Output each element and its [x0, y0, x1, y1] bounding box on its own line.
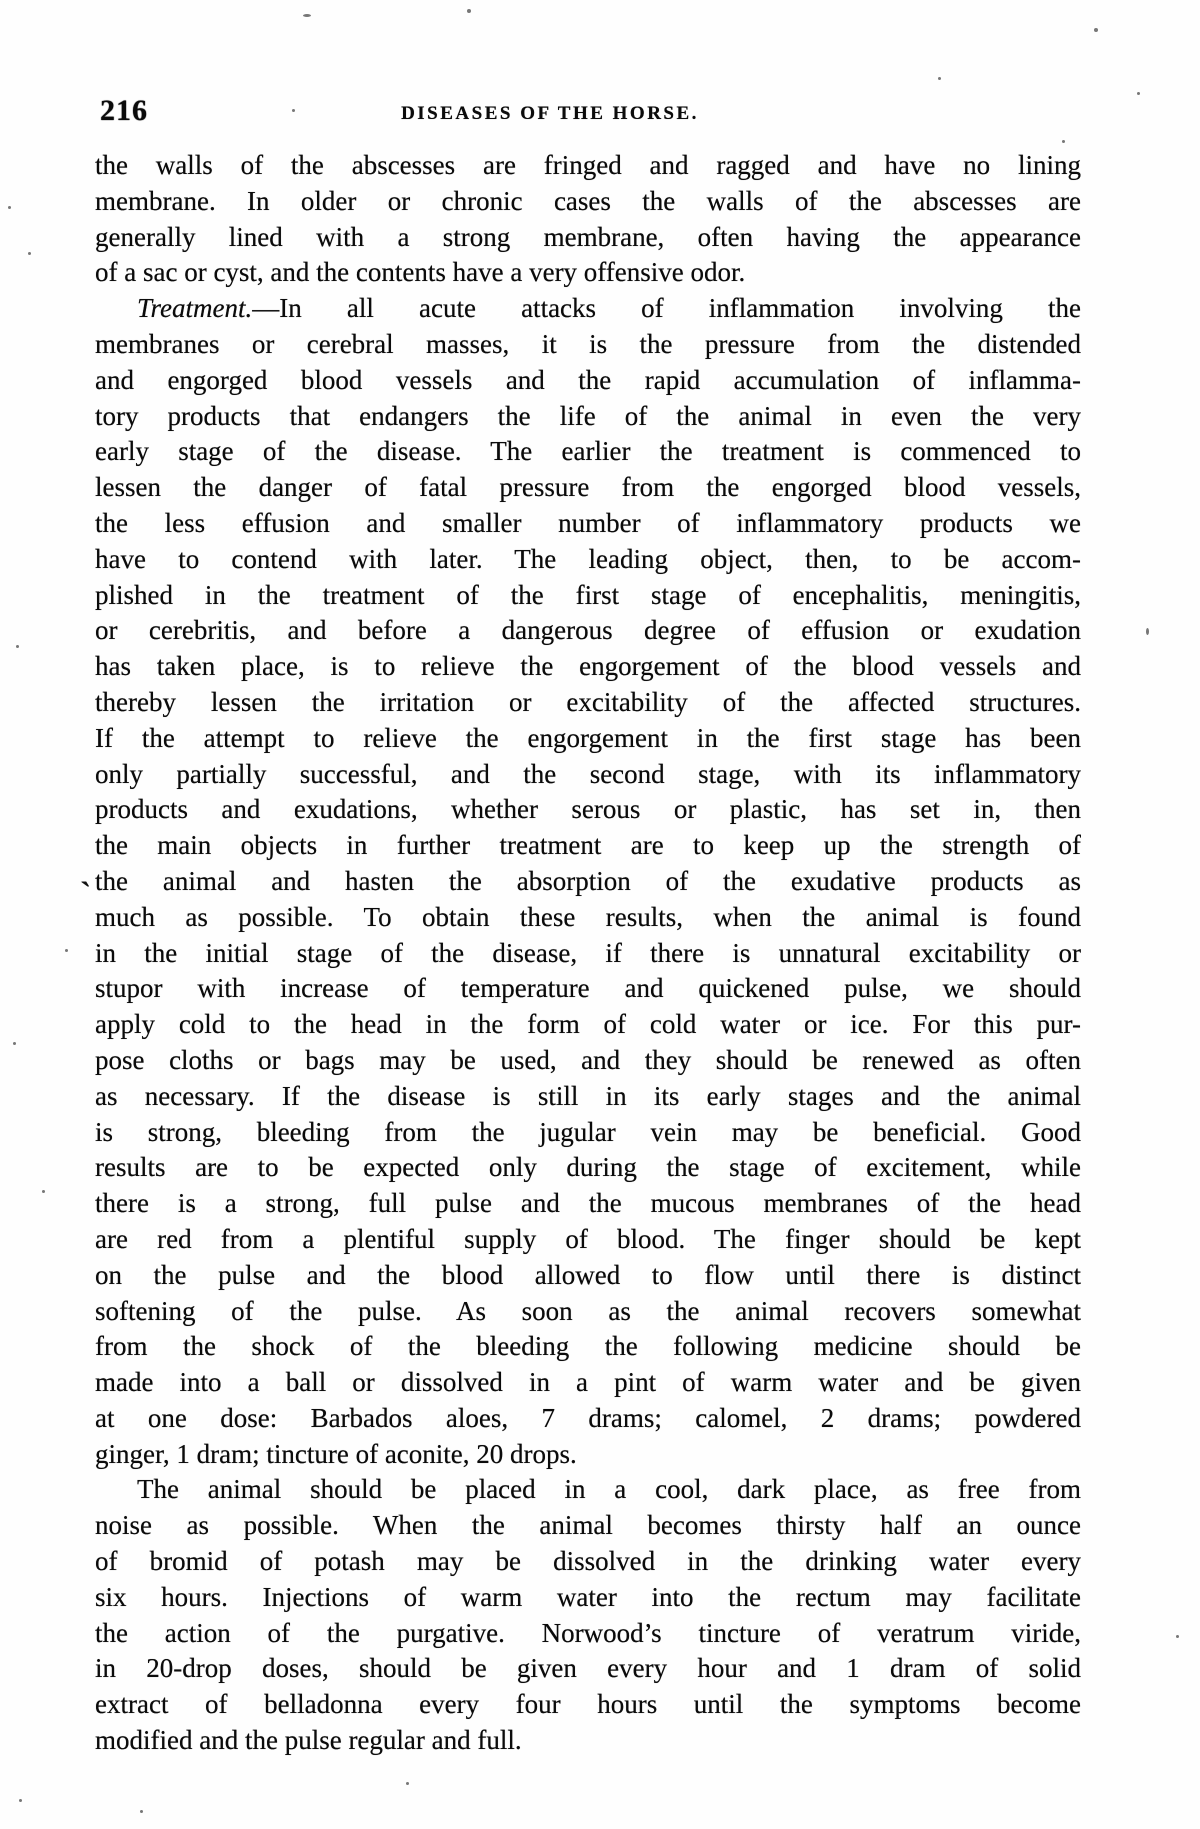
text-line: the main objects in further treatment are to keep up the strength of [95, 830, 1081, 861]
text-line: as necessary. If the disease is still in its early stages and the animal [95, 1080, 1081, 1111]
text-line: the animal and hasten the absorption of the exudative products as [95, 865, 1081, 896]
scan-speck [467, 9, 471, 13]
text-line: pose cloths or bags may be used, and they should be renewed as often [95, 1044, 1081, 1075]
text-line: Treatment.—In all acute attacks of inflammation involving the [137, 293, 1081, 324]
text-line: have to contend with later. The leading object, then, to be accom- [95, 543, 1081, 574]
text-line: in 20-drop doses, should be given every hour and 1 dram of solid [95, 1653, 1081, 1684]
text-line: from the shock of the bleeding the following medicine should be [95, 1331, 1081, 1362]
scan-speck [28, 252, 31, 255]
text-body [95, 148, 1081, 1759]
text-line: at one dose: Barbados aloes, 7 drams; calomel, 2 drams; powdered [95, 1402, 1081, 1433]
page-number: 216 [100, 94, 148, 127]
text-line: thereby lessen the irritation or excitability of the affected structures. [95, 686, 1081, 717]
text-line: softening of the pulse. As soon as the animal recovers somewhat [95, 1295, 1081, 1326]
text-line: is strong, bleeding from the jugular vein may be beneficial. Good [95, 1116, 1081, 1147]
text-line: only partially successful, and the second stage, with its inflammatory [95, 758, 1081, 789]
text-line: results are to be expected only during the stage of excitement, while [95, 1152, 1081, 1183]
scan-speck [938, 77, 941, 80]
scan-speck [1062, 140, 1065, 143]
text-line: noise as possible. When the animal becomes thirsty half an ounce [95, 1510, 1081, 1541]
scan-speck [1146, 628, 1149, 635]
text-line: the action of the purgative. Norwood’s tincture of veratrum viride, [95, 1617, 1081, 1648]
text-line: in the initial stage of the disease, if there is unnatural excitability or [95, 937, 1081, 968]
text-line: much as possible. To obtain these results, when the animal is found [95, 901, 1081, 932]
text-line: of a sac or cyst, and the contents have a very offensive odor. [95, 257, 746, 288]
text-line: generally lined with a strong membrane, often having the appearance [95, 221, 1081, 252]
text-line: six hours. Injections of warm water into the rectum may facilitate [95, 1581, 1081, 1612]
stray-ink-mark: ` [80, 876, 92, 913]
scan-speck [16, 645, 19, 648]
scan-speck [42, 1190, 45, 1193]
scan-speck [292, 109, 295, 112]
scan-speck [19, 1799, 22, 1802]
text-line: lessen the danger of fatal pressure from the engorged blood vessels, [95, 472, 1081, 503]
text-line: membrane. In older or chronic cases the walls of the abscesses are [95, 185, 1081, 216]
scan-speck [303, 14, 311, 17]
text-line: and engorged blood vessels and the rapid accumulation of inflamma- [95, 364, 1081, 395]
running-header-title: DISEASES OF THE HORSE. [401, 103, 699, 124]
scan-speck [13, 1042, 16, 1045]
text-line: ginger, 1 dram; tincture of aconite, 20 drops. [95, 1438, 577, 1469]
text-line: The animal should be placed in a cool, dark place, as free from [137, 1474, 1081, 1505]
text-line: plished in the treatment of the first stage of encephalitis, meningitis, [95, 579, 1081, 610]
text-line: early stage of the disease. The earlier the treatment is commenced to [95, 436, 1081, 467]
text-line: are red from a plentiful supply of blood. The finger should be kept [95, 1223, 1081, 1254]
text-line: stupor with increase of temperature and quickened pulse, we should [95, 973, 1081, 1004]
text-line: products and exudations, whether serous or plastic, has set in, then [95, 794, 1081, 825]
text-line: on the pulse and the blood allowed to flow until there is distinct [95, 1259, 1081, 1290]
text-line: the walls of the abscesses are fringed and ragged and have no lining [95, 150, 1081, 180]
text-line: there is a strong, full pulse and the mucous membranes of the head [95, 1188, 1081, 1219]
scan-speck [1137, 92, 1140, 95]
scan-speck [65, 949, 68, 952]
text-line: tory products that endangers the life of the animal in even the very [95, 400, 1081, 431]
text-line: or cerebritis, and before a dangerous degree of effusion or exudation [95, 615, 1081, 646]
text-line: of bromid of potash may be dissolved in the drinking water every [95, 1546, 1081, 1577]
scan-speck [1176, 1635, 1179, 1638]
running-header [95, 103, 1081, 125]
text-line: membranes or cerebral masses, it is the pressure from the distended [95, 328, 1081, 359]
text-line: has taken place, is to relieve the engorgement of the blood vessels and [95, 651, 1081, 682]
text-line: the less effusion and smaller number of inflammatory products we [95, 507, 1081, 538]
scan-speck [1094, 28, 1098, 32]
text-line: apply cold to the head in the form of cold water or ice. For this pur- [95, 1009, 1081, 1040]
text-line: extract of belladonna every four hours until the symptoms become [95, 1689, 1081, 1720]
text-line: modified and the pulse regular and full. [95, 1725, 522, 1756]
scan-speck [406, 1782, 409, 1785]
text-line: If the attempt to relieve the engorgement in the first stage has been [95, 722, 1081, 753]
scan-speck [8, 206, 11, 209]
scan-speck [140, 1810, 143, 1813]
text-line: made into a ball or dissolved in a pint of warm water and be given [95, 1367, 1081, 1398]
